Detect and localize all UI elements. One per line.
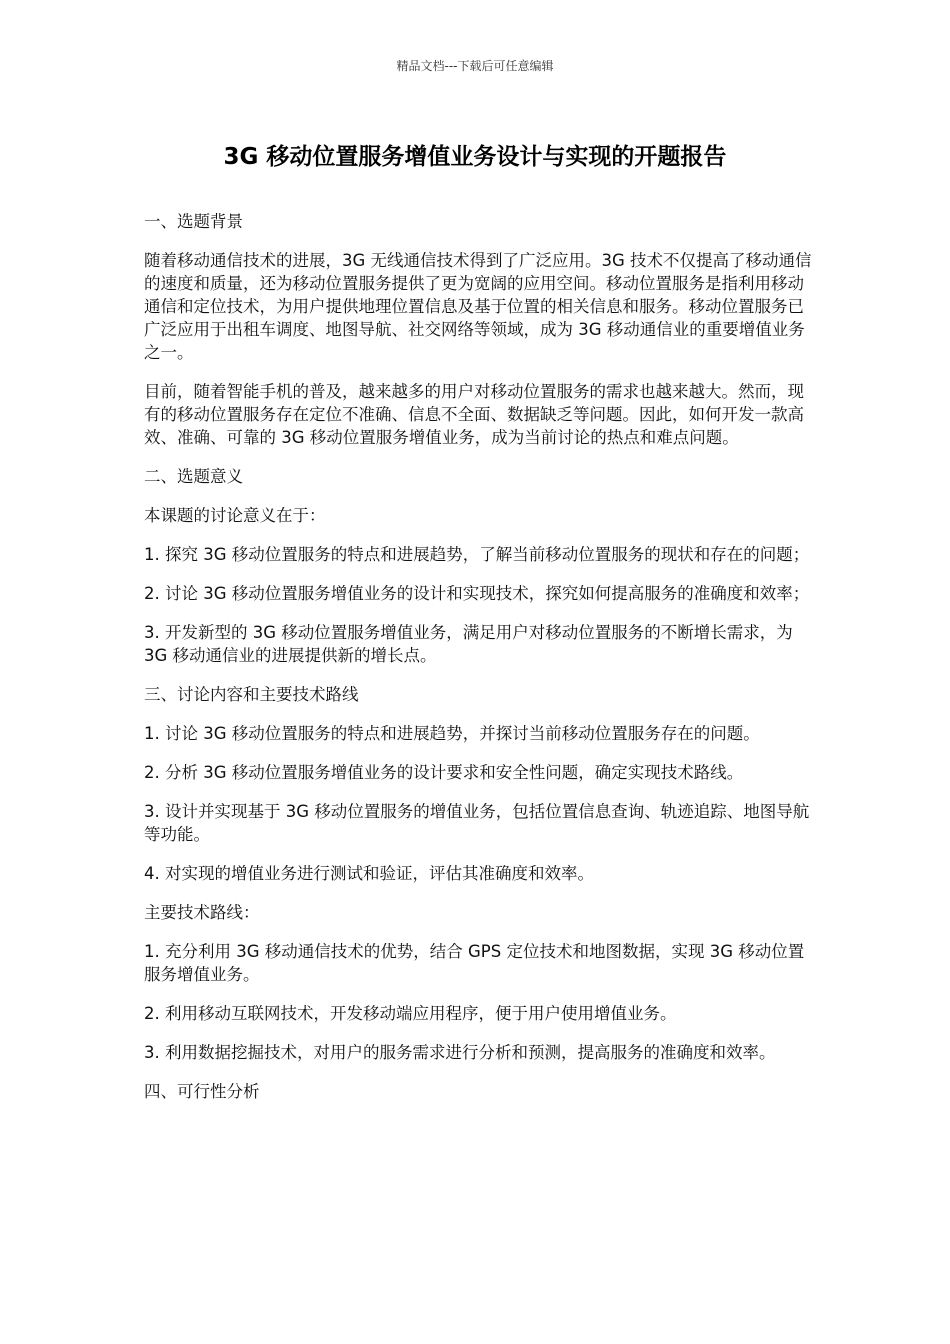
list-item-route-1: 1. 充分利用 3G 移动通信技术的优势，结合 GPS 定位技术和地图数据，实现 3G 移动位置服务增值业务。: [144, 942, 805, 984]
list-item-significance-2: 2. 讨论 3G 移动位置服务增值业务的设计和实现技术，探究如何提高服务的准确度和效率；: [144, 584, 810, 603]
paragraph-background-1: 随着移动通信技术的进展，3G 无线通信技术得到了广泛应用。3G 技术不仅提高了移动通信的速度和质量，还为移动位置服务提供了更为宽阔的应用空间。移动位置服务是指利用移动通信和定位技术，为用户提供地理位置信息及基于位置的相关信息和服务。移动位置服务已广泛应用于出租车调度、地图导航、社交网络等领域，成为 3G 移动通信业的重要增值业务之一。: [144, 251, 812, 362]
list-item-content-1: 1. 讨论 3G 移动位置服务的特点和进展趋势，并探讨当前移动位置服务存在的问题。: [144, 724, 760, 743]
list-item-content-3: 3. 设计并实现基于 3G 移动位置服务的增值业务，包括位置信息查询、轨迹追踪、地图导航等功能。: [144, 802, 810, 844]
list-item-content-2: 2. 分析 3G 移动位置服务增值业务的设计要求和安全性问题，确定实现技术路线。: [144, 763, 744, 782]
list-item-route-2: 2. 利用移动互联网技术，开发移动端应用程序，便于用户使用增值业务。: [144, 1004, 677, 1023]
paragraph-significance-intro: 本课题的讨论意义在于：: [144, 506, 326, 525]
section-heading-background: 一、选题背景: [144, 212, 243, 231]
section-heading-content: 三、讨论内容和主要技术路线: [144, 685, 359, 704]
list-item-route-3: 3. 利用数据挖掘技术，对用户的服务需求进行分析和预测，提高服务的准确度和效率。: [144, 1043, 776, 1062]
section-heading-feasibility: 四、可行性分析: [144, 1082, 260, 1101]
list-item-significance-1: 1. 探究 3G 移动位置服务的特点和进展趋势，了解当前移动位置服务的现状和存在的问题；: [144, 545, 810, 564]
page-header-note: 精品文档---下载后可任意编辑: [396, 59, 554, 73]
document-body: [144, 210, 812, 1119]
list-item-content-4: 4. 对实现的增值业务进行测试和验证，评估其准确度和效率。: [144, 864, 594, 883]
list-item-significance-3: 3. 开发新型的 3G 移动位置服务增值业务，满足用户对移动位置服务的不断增长需求，为 3G 移动通信业的进展提供新的增长点。: [144, 623, 793, 665]
section-heading-significance: 二、选题意义: [144, 467, 243, 486]
subheading-tech-route: 主要技术路线：: [144, 903, 260, 922]
document-title: 3G 移动位置服务增值业务设计与实现的开题报告: [223, 144, 727, 170]
paragraph-background-2: 目前，随着智能手机的普及，越来越多的用户对移动位置服务的需求也越来越大。然而，现有的移动位置服务存在定位不准确、信息不全面、数据缺乏等问题。因此，如何开发一款高效、准确、可靠的 3G 移动位置服务增值业务，成为当前讨论的热点和难点问题。: [144, 382, 804, 447]
